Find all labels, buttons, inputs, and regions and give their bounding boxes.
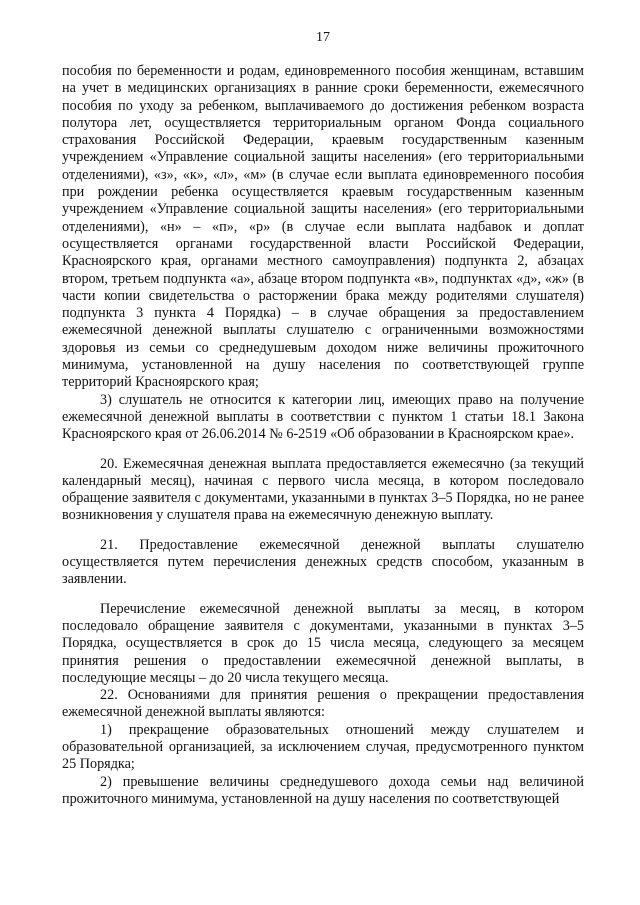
- page-number: 17: [316, 30, 330, 45]
- paragraph-continuation: пособия по беременности и родам, единовременного пособия женщинам, вставшим на учет в медицинских организациях в ранние сроки беременности, ежемесячного пособия по уходу за ребенком, выплачиваемого до достижения ребенком возраста полутора лет, осуществляется территориальным органом Фонда социального страхования Российской Федерации, краевым государственным казенным учреждением «Управление социальной защиты населения» (его территориальными отделениями), «з», «к», «л», «м» (в случае если выплата единовременного пособия при рождении ребенка осуществляется краевым государственным казенным учреждением «Управление социальной защиты населения» (его территориальными отделениями), «н» – «п», «р» (в случае если выплата надбавок и доплат осуществляется органами государственной власти Российской Федерации, Красноярского края, органами местного самоуправления) подпункта 2, абзацах втором, третьем подпункта «а», абзаце втором подпункта «в», подпунктах «д», «ж» (в части копии свидетельства о расторжении брака между родителями слушателя) подпункта 3 пункта 4 Порядка) – в случае обращения за предоставлением ежемесячной денежной выплаты слушателю с ограниченными возможностями здоровья из семьи со среднедушевым доходом ниже величины прожиточного минимума, установленной на душу населения по соответствующей группе территорий Красноярского края;: [62, 63, 584, 391]
- paragraph-ground-1: 1) прекращение образовательных отношений между слушателем и образовательной организацией, за исключением случая, предусмотренного пунктом 25 Порядка;: [62, 721, 584, 773]
- paragraph-clause-21: 21. Предоставление ежемесячной денежной выплаты слушателю осуществляется путем перечисления денежных средств способом, указанным в заявлении.: [62, 536, 584, 588]
- paragraph-transfer-terms: Перечисление ежемесячной денежной выплаты за месяц, в котором последовало обращение заявителя с документами, указанными в пунктах 3–5 Порядка, осуществляется в срок до 15 числа месяца, следующего за месяцем принятия решения о предоставлении ежемесячной денежной выплаты, в последующие месяцы – до 20 числа текущего месяца.: [62, 600, 584, 686]
- document-body: [62, 63, 584, 808]
- paragraph-clause-22: 22. Основаниями для принятия решения о прекращении предоставления ежемесячной денежной выплаты являются:: [62, 687, 584, 721]
- paragraph-item-3: 3) слушатель не относится к категории лиц, имеющих право на получение ежемесячной денежной выплаты в соответствии с пунктом 1 статьи 18.1 Закона Красноярского края от 26.06.2014 № 6-2519 «Об образовании в Красноярском крае».: [62, 391, 584, 443]
- paragraph-clause-20: 20. Ежемесячная денежная выплата предоставляется ежемесячно (за текущий календарный месяц), начиная с первого числа месяца, в котором последовало обращение заявителя с документами, указанными в пунктах 3–5 Порядка, но не ранее возникновения у слушателя права на ежемесячную денежную выплату.: [62, 455, 584, 524]
- paragraph-ground-2: 2) превышение величины среднедушевого дохода семьи над величиной прожиточного минимума, установленной на душу населения по соответствующей: [62, 773, 584, 807]
